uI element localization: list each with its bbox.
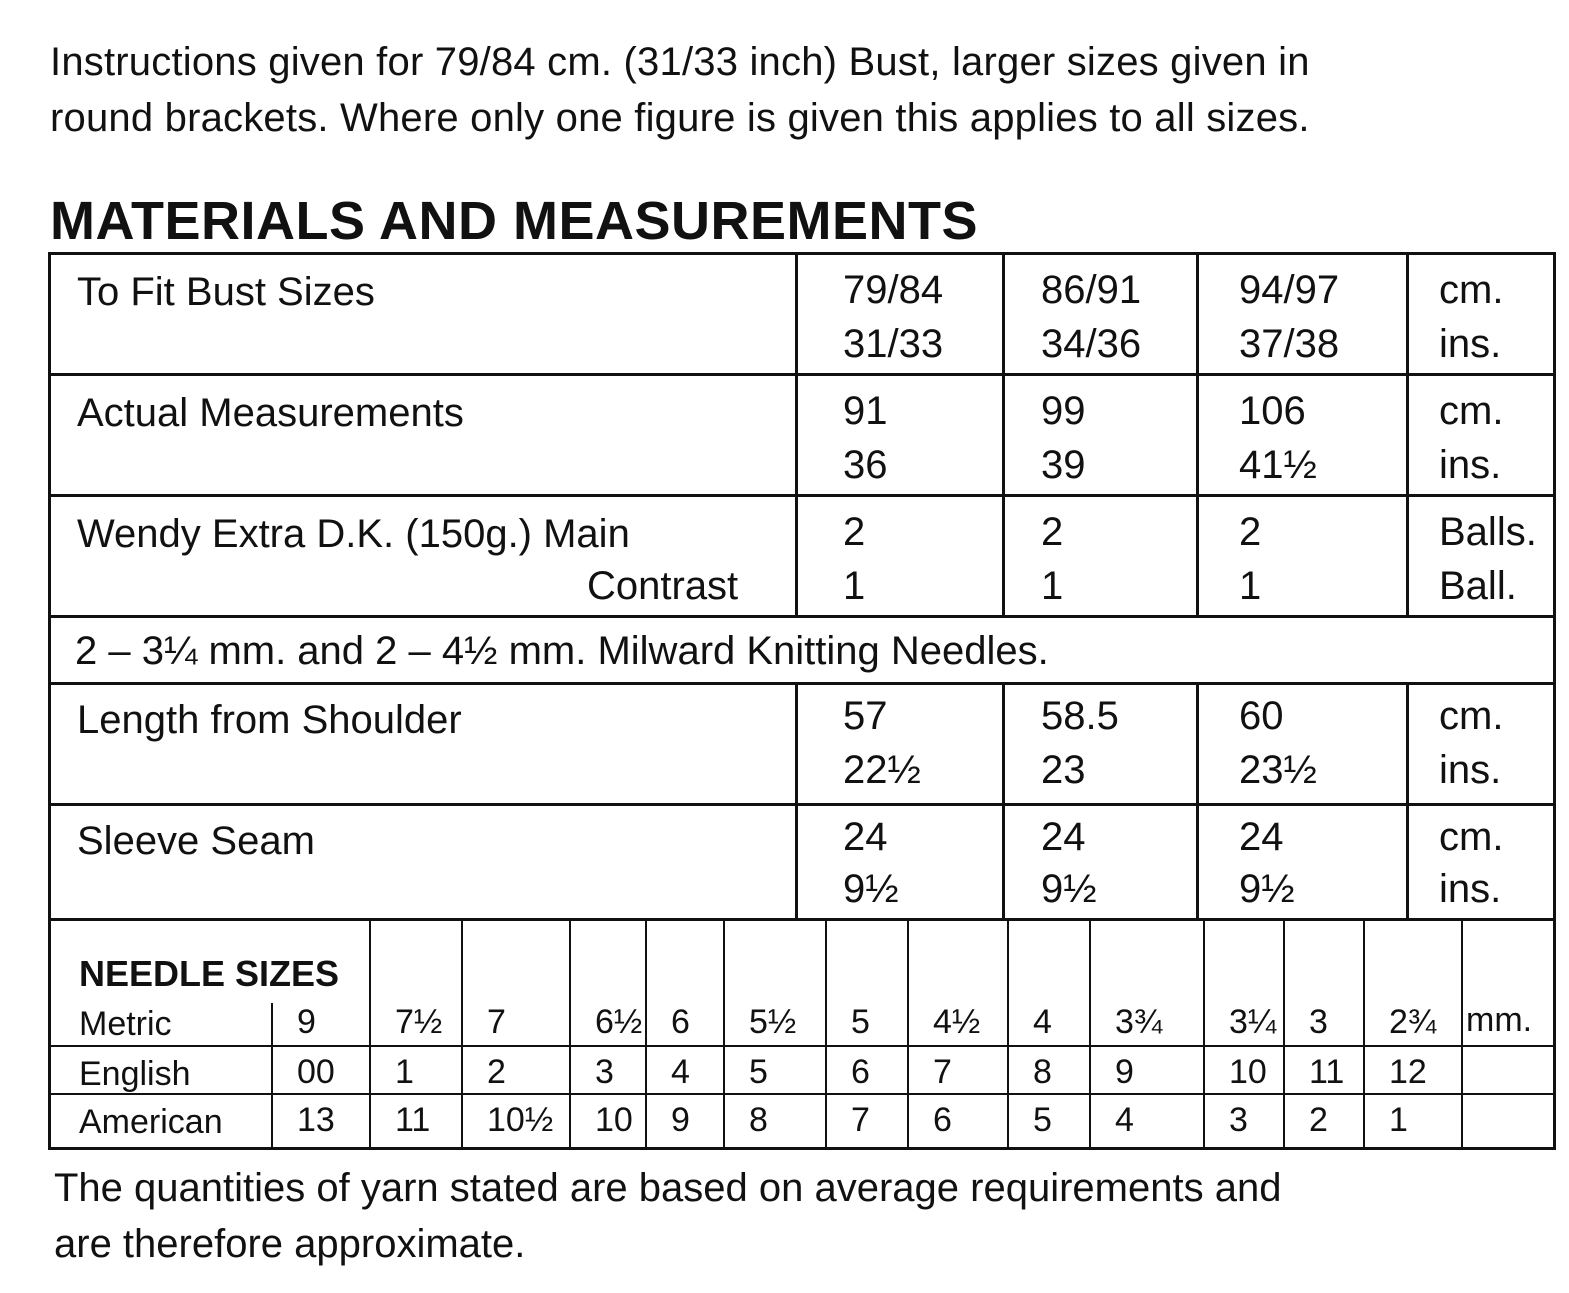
unit-in: ins.: [1439, 443, 1502, 487]
needle-grid-divider: [1283, 921, 1285, 1147]
needle-american-value: 2: [1309, 1101, 1328, 1139]
size1-cm: 57: [843, 694, 888, 738]
size3-in: 9½: [1239, 867, 1295, 911]
needle-grid-divider: [1007, 921, 1009, 1147]
row-label: Wendy Extra D.K. (150g.) Main: [77, 512, 630, 556]
size1-contrast: 1: [843, 564, 866, 608]
needle-english-value: 6: [851, 1053, 870, 1091]
needle-grid-divider: [461, 921, 463, 1147]
needle-english-value: 4: [671, 1053, 690, 1091]
needle-grid-divider: [825, 921, 827, 1147]
unit-cm: cm.: [1439, 694, 1504, 738]
size3-in: 41½: [1239, 443, 1317, 487]
size2-cm: 24: [1041, 815, 1086, 859]
unit-cm: cm.: [1439, 815, 1504, 859]
needle-sizes-table: [48, 918, 1556, 1150]
needle-american-value: 10: [595, 1101, 633, 1139]
needle-metric-value: 3: [1309, 1003, 1328, 1041]
needle-american-value: 8: [749, 1101, 768, 1139]
size2-in: 23: [1041, 748, 1086, 792]
needle-metric-value: 5½: [749, 1003, 797, 1041]
size2-cm: 58.5: [1041, 694, 1119, 738]
needle-english-value: 00: [297, 1053, 335, 1091]
needle-metric-value: 9: [297, 1003, 316, 1041]
metric-label: Metric: [79, 1005, 172, 1043]
needle-grid-rule: [51, 1093, 1553, 1095]
needle-metric-value: 3¼: [1229, 1003, 1277, 1041]
row-label-contrast: Contrast: [587, 564, 739, 608]
needle-american-value: 6: [933, 1101, 952, 1139]
needle-english-value: 9: [1115, 1053, 1134, 1091]
needle-english-value: 5: [749, 1053, 768, 1091]
footer-line-1: The quantities of yarn stated are based on average requirements and: [54, 1166, 1282, 1210]
size2-contrast: 1: [1041, 564, 1064, 608]
size3-cm: 106: [1239, 389, 1306, 433]
footer-note: [54, 1160, 1554, 1272]
needle-english-value: 8: [1033, 1053, 1052, 1091]
american-label: American: [79, 1103, 223, 1141]
needle-grid-divider: [1203, 921, 1205, 1147]
footer-line-2: are therefore approximate.: [54, 1222, 526, 1266]
needle-american-value: 9: [671, 1101, 690, 1139]
row-label: Actual Measurements: [77, 391, 464, 435]
needle-english-value: 1: [395, 1053, 414, 1091]
needle-english-value: 7: [933, 1053, 952, 1091]
needle-metric-value: 7: [487, 1003, 506, 1041]
needle-american-value: 1: [1389, 1101, 1408, 1139]
intro-line-2: round brackets. Where only one figure is given this applies to all sizes.: [50, 96, 1310, 140]
needle-english-value: 2: [487, 1053, 506, 1091]
size1-main: 2: [843, 510, 866, 554]
unit-cm: cm.: [1439, 389, 1504, 433]
needle-english-value: 12: [1389, 1053, 1427, 1091]
size1-in: 36: [843, 443, 888, 487]
needle-american-value: 10½: [487, 1101, 554, 1139]
needle-grid-divider: [1089, 921, 1091, 1147]
intro-line-1: Instructions given for 79/84 cm. (31/33 inch) Bust, larger sizes given in: [50, 40, 1310, 84]
needle-grid-divider: [1363, 921, 1365, 1147]
needle-grid-divider: [271, 1003, 273, 1147]
table-row-yarn: [48, 494, 1556, 618]
size1-cm: 91: [843, 389, 888, 433]
size3-cm: 24: [1239, 815, 1284, 859]
size2-cm: 99: [1041, 389, 1086, 433]
size3-main: 2: [1239, 510, 1262, 554]
size3-cm: 94/97: [1239, 268, 1340, 312]
size3-in: 23½: [1239, 748, 1317, 792]
needle-metric-value: 6½: [595, 1003, 643, 1041]
row-label: Sleeve Seam: [77, 819, 315, 863]
size1-cm: 24: [843, 815, 888, 859]
needle-english-value: 10: [1229, 1053, 1267, 1091]
needle-american-value: 13: [297, 1101, 335, 1139]
needle-grid-divider: [369, 921, 371, 1147]
needle-metric-value: 3¾: [1115, 1003, 1163, 1041]
table-row-needles-note: [48, 615, 1556, 685]
table-row-sleeve: [48, 803, 1556, 921]
needle-grid-divider: [569, 921, 571, 1147]
size3-cm: 60: [1239, 694, 1284, 738]
english-label: English: [79, 1055, 191, 1093]
unit-ball: Ball.: [1439, 564, 1517, 608]
metric-unit: mm.: [1466, 1001, 1533, 1039]
needles-note: 2 – 3¼ mm. and 2 – 4½ mm. Milward Knitting Needles.: [75, 629, 1049, 673]
needle-metric-value: 4½: [933, 1003, 981, 1041]
needle-american-value: 7: [851, 1101, 870, 1139]
unit-in: ins.: [1439, 322, 1502, 366]
needle-american-value: 11: [395, 1101, 431, 1139]
needle-grid-divider: [907, 921, 909, 1147]
needle-metric-value: 6: [671, 1003, 690, 1041]
size1-cm: 79/84: [843, 268, 944, 312]
needle-american-value: 4: [1115, 1101, 1134, 1139]
size1-in: 22½: [843, 748, 921, 792]
size2-in: 34/36: [1041, 322, 1142, 366]
table-row-actual: [48, 373, 1556, 497]
size3-in: 37/38: [1239, 322, 1340, 366]
needle-metric-value: 7½: [395, 1003, 443, 1041]
size3-contrast: 1: [1239, 564, 1262, 608]
size2-in: 9½: [1041, 867, 1097, 911]
size2-cm: 86/91: [1041, 268, 1142, 312]
unit-balls: Balls.: [1439, 510, 1537, 554]
unit-cm: cm.: [1439, 268, 1504, 312]
needle-grid-divider: [1461, 921, 1463, 1147]
table-row-bust: [48, 252, 1556, 376]
needle-grid-divider: [723, 921, 725, 1147]
size2-in: 39: [1041, 443, 1086, 487]
intro-text: [50, 34, 1550, 146]
needle-english-value: 11: [1309, 1053, 1345, 1091]
row-label: To Fit Bust Sizes: [77, 270, 375, 314]
needle-metric-value: 4: [1033, 1003, 1052, 1041]
needle-american-value: 3: [1229, 1101, 1248, 1139]
size1-in: 31/33: [843, 322, 944, 366]
needle-metric-value: 2¾: [1389, 1003, 1437, 1041]
needle-metric-value: 5: [851, 1003, 870, 1041]
unit-in: ins.: [1439, 748, 1502, 792]
needle-american-value: 5: [1033, 1101, 1052, 1139]
needle-sizes-title: NEEDLE SIZES: [79, 953, 340, 994]
table-row-length: [48, 682, 1556, 806]
needle-grid-divider: [645, 921, 647, 1147]
needle-english-value: 3: [595, 1053, 614, 1091]
size2-main: 2: [1041, 510, 1064, 554]
needle-grid-rule: [51, 1045, 1553, 1047]
size1-in: 9½: [843, 867, 899, 911]
section-heading: MATERIALS AND MEASUREMENTS: [50, 191, 978, 251]
unit-in: ins.: [1439, 867, 1502, 911]
row-label: Length from Shoulder: [77, 698, 462, 742]
